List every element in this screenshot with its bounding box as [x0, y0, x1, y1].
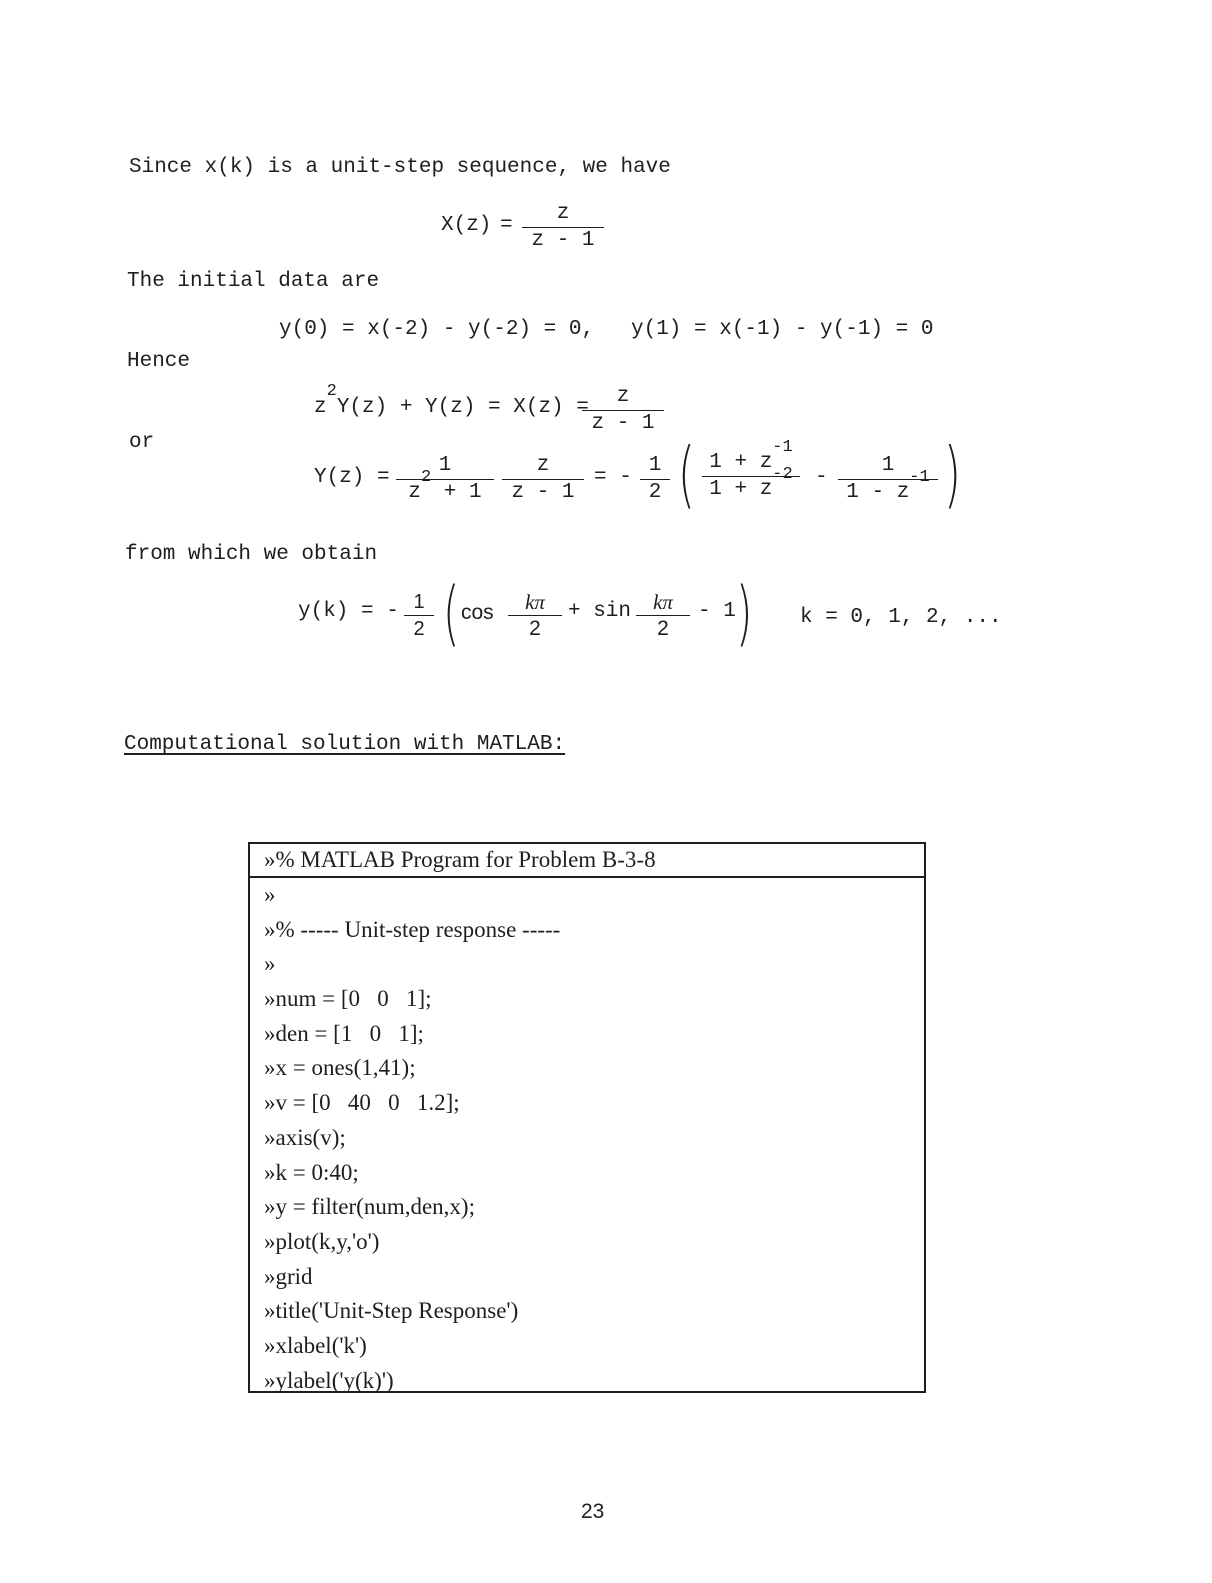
fraction-z-over-z-minus-1: $\frac{z}{z - 1}$	[522, 203, 604, 252]
fraction-z-over-z-minus-1-b: $\frac{z}{z - 1}$	[502, 455, 584, 504]
fraction-1-over-1mz-1: $\frac{1}{1 - z^{-1}}$	[838, 455, 938, 504]
code-line: »k = 0:40;	[264, 1159, 359, 1185]
code-lines	[250, 878, 924, 1398]
code-line: »ylabel('y(k)')	[264, 1367, 394, 1393]
from-which-text: from which we obtain	[125, 543, 378, 566]
section-heading: Computational solution with MATLAB:	[124, 733, 566, 756]
right-paren: )	[944, 432, 961, 516]
code-line: »grid	[264, 1263, 313, 1289]
initial-data-text: The initial data are	[127, 270, 380, 293]
fraction-kpi-over-2-a: $\frac{k\pi}{2}$	[508, 591, 562, 640]
page-number: 23	[581, 1500, 605, 1523]
code-line: »v = [0 40 0 1.2];	[264, 1090, 460, 1116]
equation-y1: y(1) = x(-1) - y(-1) = 0	[631, 318, 934, 341]
code-line: »	[264, 951, 276, 977]
code-line: »	[264, 882, 276, 907]
intro-text: Since x(k) is a unit-step sequence, we have	[129, 156, 671, 179]
code-line: »axis(v);	[264, 1124, 346, 1150]
equation-y0: y(0) = x(-2) - y(-2) = 0,	[279, 318, 595, 341]
fraction-one-half: $\frac{1}{2}$	[640, 455, 670, 504]
fraction-hence: $\frac{z}{z - 1}$	[582, 386, 664, 435]
matlab-code-box	[248, 842, 926, 1393]
fraction-1pz-1-over-1pz-2: $\frac{1 + z^{-1}}{1 + z^{-2}}$	[702, 452, 800, 501]
code-line: »title('Unit-Step Response')	[264, 1298, 519, 1324]
or-text: or	[129, 431, 155, 454]
hence-text: Hence	[127, 350, 191, 373]
left-paren-yk: (	[443, 572, 460, 654]
code-title: »% MATLAB Program for Problem B-3-8	[250, 844, 924, 878]
code-line: »num = [0 0 1];	[264, 986, 432, 1012]
code-line: »x = ones(1,41);	[264, 1055, 416, 1081]
fraction-half: $\frac{1}{2}$	[404, 591, 434, 640]
code-line: »y = filter(num,den,x);	[264, 1194, 475, 1220]
code-line: »den = [1 0 1];	[264, 1020, 424, 1046]
code-line: »plot(k,y,'o')	[264, 1228, 380, 1254]
code-line: »% ----- Unit-step response -----	[264, 916, 561, 942]
code-line: »xlabel('k')	[264, 1332, 367, 1358]
k-range: k = 0, 1, 2, ...	[800, 606, 1002, 629]
right-paren-yk: )	[736, 572, 753, 654]
fraction-1-over-z2-plus-1: $\frac{1}{z^2 + 1}$	[396, 455, 494, 504]
fraction-kpi-over-2-b: $\frac{k\pi}{2}$	[636, 591, 690, 640]
left-paren: (	[678, 432, 695, 516]
